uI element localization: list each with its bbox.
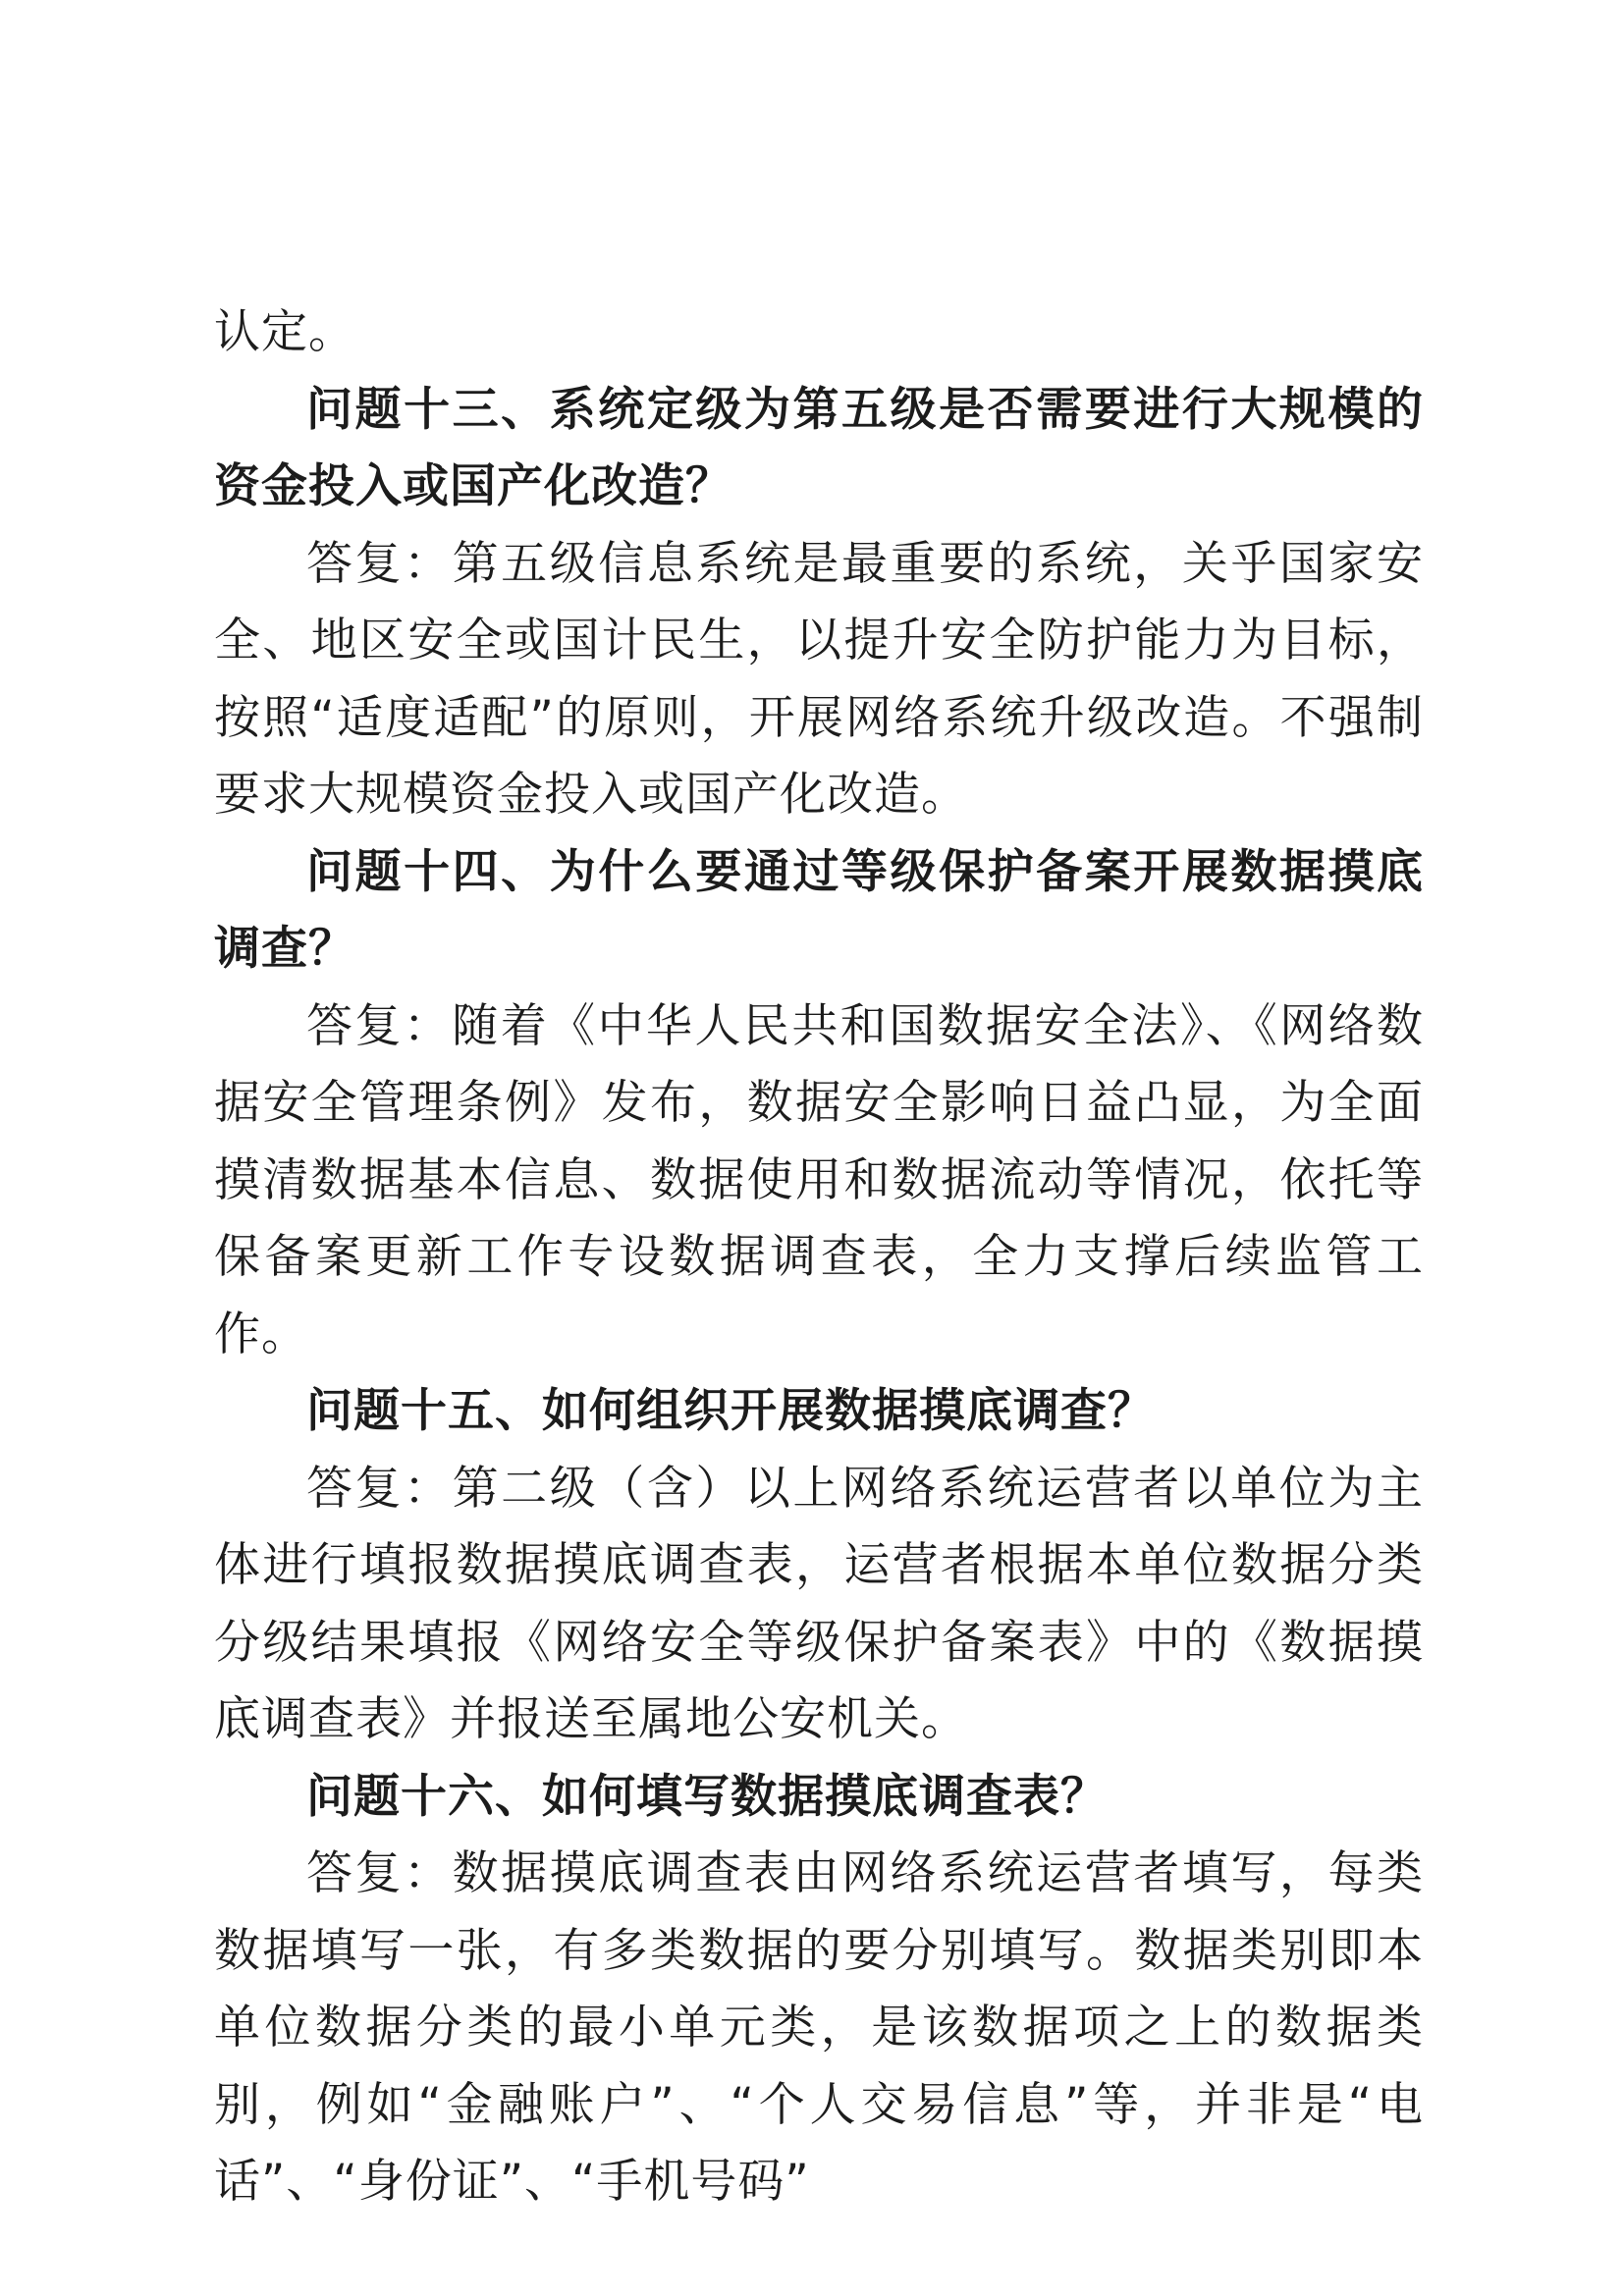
document-body	[214, 294, 1424, 2221]
answer-16-paragraph: 答复：数据摸底调查表由网络系统运营者填写，每类数据填写一张，有多类数据的要分别填写。数据类别即本单位数据分类的最小单元类，是该数据项之上的数据类别，例如“金融账户”、“个人交易信息”等，并非是“电话”、“身份证”、“手机号码”	[214, 1846, 1424, 2209]
question-16-heading: 问题十六、如何填写数据摸底调查表？	[306, 1769, 1108, 1824]
continuation-paragraph: 认定。	[214, 305, 355, 359]
question-13-heading: 问题十三、系统定级为第五级是否需要进行大规模的资金投入或国产化改造？	[214, 382, 1424, 513]
question-14-heading: 问题十四、为什么要通过等级保护备案开展数据摸底调查？	[214, 844, 1424, 976]
answer-15-paragraph: 答复：第二级（含）以上网络系统运营者以单位为主体进行填报数据摸底调查表，运营者根据本单位数据分类分级结果填报《网络安全等级保护备案表》中的《数据摸底调查表》并报送至属地公安机关。	[214, 1461, 1424, 1746]
answer-14-paragraph: 答复：随着《中华人民共和国数据安全法》、《网络数据安全管理条例》发布，数据安全影响日益凸显，为全面摸清数据基本信息、数据使用和数据流动等情况，依托等保备案更新工作专设数据调查表，全力支撑后续监管工作。	[214, 998, 1424, 1362]
answer-13-paragraph: 答复：第五级信息系统是最重要的系统，关乎国家安全、地区安全或国计民生，以提升安全防护能力为目标，按照“适度适配”的原则，开展网络系统升级改造。不强制要求大规模资金投入或国产化改造。	[214, 536, 1424, 822]
question-15-heading: 问题十五、如何组织开展数据摸底调查？	[306, 1384, 1155, 1438]
